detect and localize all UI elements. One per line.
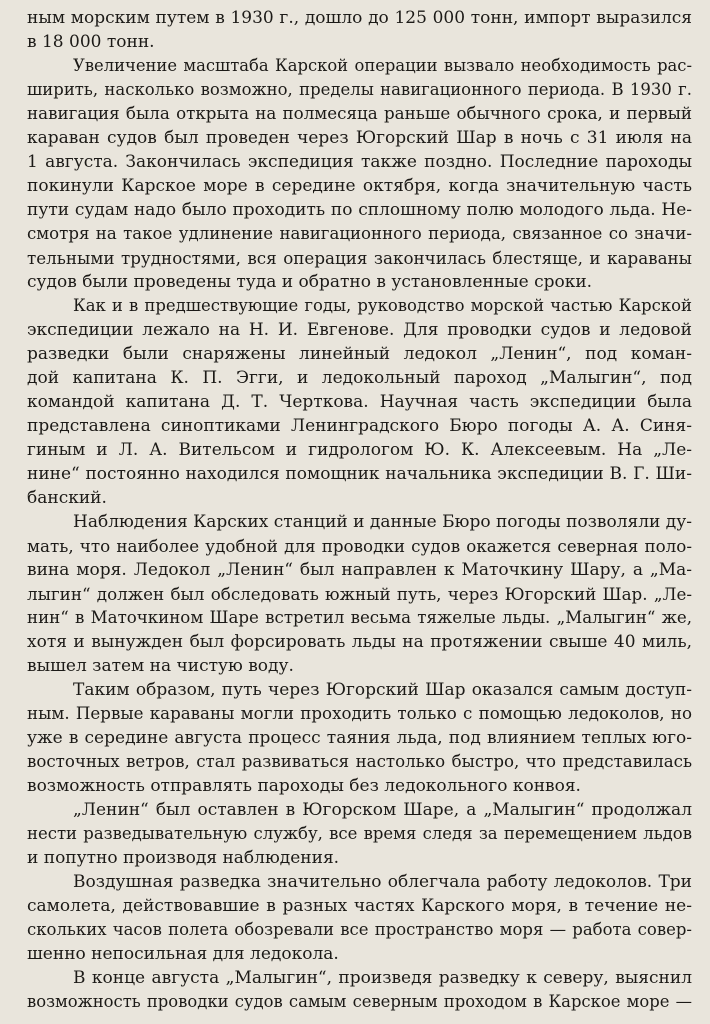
text-line: судов были проведены туда и обратно в установленные сроки. bbox=[27, 272, 593, 292]
paragraph bbox=[27, 966, 692, 1014]
paragraph bbox=[27, 6, 692, 54]
text-line: нести разведывательную службу, все время следя за перемещением льдов bbox=[27, 824, 692, 843]
text-line: караван судов был проведен через Югорский Шар в ночь с 31 июля на bbox=[27, 128, 692, 148]
text-line: мать, что наиболее удобной для проводки судов окажется северная поло- bbox=[27, 536, 692, 556]
text-line: В конце августа „Малыгин“, произведя разведку к северу, выяснил bbox=[73, 968, 692, 988]
text-line: командой капитана Д. Т. Черткова. Научная часть экспедиции была bbox=[27, 392, 692, 412]
text-line: восточных ветров, стал развиваться настолько быстро, что представилась bbox=[27, 752, 692, 771]
text-line: навигация была открыта на полмесяца раньше обычного срока, и первый bbox=[27, 104, 692, 123]
text-line: самолета, действовавшие в разных частях Карского моря, в течение не- bbox=[27, 896, 692, 916]
text-line: банский. bbox=[27, 488, 107, 508]
text-line: пути судам надо было проходить по сплошному полю молодого льда. Не- bbox=[27, 200, 692, 220]
paragraph bbox=[27, 54, 692, 294]
text-line: покинули Карское море в середине октября, когда значительную часть bbox=[27, 176, 692, 196]
text-line: уже в середине августа процесс таяния льда, под влиянием теплых юго- bbox=[27, 728, 692, 748]
text-line: скольких часов полета обозревали все пространство моря — работа совер- bbox=[27, 920, 692, 939]
paragraph bbox=[27, 798, 692, 870]
text-line: разведки были снаряжены линейный ледокол „Ленин“, под коман- bbox=[27, 344, 692, 364]
text-line: „Ленин“ был оставлен в Югорском Шаре, а „Малыгин“ продолжал bbox=[73, 800, 692, 820]
text-line: возможность проводки судов самым северным проходом в Карское море — bbox=[27, 992, 692, 1011]
paragraph bbox=[27, 870, 692, 966]
text-line: дой капитана К. П. Эгги, и ледокольный пароход „Малыгин“, под bbox=[27, 368, 692, 388]
text-line: экспедиции лежало на Н. И. Евгенове. Для проводки судов и ледовой bbox=[27, 320, 692, 340]
text-line: хотя и вынужден был форсировать льды на протяжении свыше 40 миль, bbox=[27, 632, 692, 652]
text-line: нине“ постоянно находился помощник начальника экспедиции В. Г. Ши- bbox=[27, 464, 692, 484]
text-line: вышел затем на чистую воду. bbox=[27, 656, 294, 676]
text-line: возможность отправлять пароходы без ледокольного конвоя. bbox=[27, 776, 581, 796]
paragraph bbox=[27, 678, 692, 798]
text-line: шенно непосильная для ледокола. bbox=[27, 944, 339, 964]
text-line: ным. Первые караваны могли проходить только с помощью ледоколов, но bbox=[27, 704, 692, 723]
text-line: смотря на такое удлинение навигационного периода, связанное со значи- bbox=[27, 224, 692, 243]
text-line: гиным и Л. А. Вительсом и гидрологом Ю. К. Алексеевым. На „Ле- bbox=[27, 440, 692, 460]
text-line: представлена синоптиками Ленинградского Бюро погоды А. А. Синя- bbox=[27, 416, 692, 436]
text-line: тельными трудностями, вся операция закончилась блестяще, и караваны bbox=[27, 248, 692, 268]
text-line: ным морским путем в 1930 г., дошло до 125 000 тонн, импорт выразился bbox=[27, 8, 692, 28]
text-line: Как и в предшествующие годы, руководство морской частью Карской bbox=[73, 296, 692, 315]
paragraph bbox=[27, 510, 692, 678]
text-line: и попутно производя наблюдения. bbox=[27, 848, 340, 868]
text-line: Таким образом, путь через Югорский Шар оказался самым доступ- bbox=[73, 680, 692, 700]
text-line: 1 августа. Закончилась экспедиция также поздно. Последние пароходы bbox=[27, 152, 692, 172]
text-line: нин“ в Маточкином Шаре встретил весьма тяжелые льды. „Малыгин“ же, bbox=[27, 608, 692, 627]
text-line: в 18 000 тонн. bbox=[27, 32, 155, 52]
text-line: Воздушная разведка значительно облегчала работу ледоколов. Три bbox=[73, 872, 692, 892]
paragraph bbox=[27, 294, 692, 510]
text-line: вина моря. Ледокол „Ленин“ был направлен к Маточкину Шару, а „Ма- bbox=[27, 560, 692, 580]
text-body bbox=[27, 6, 692, 1014]
text-line: ширить, насколько возможно, пределы навигационного периода. В 1930 г. bbox=[27, 80, 692, 99]
text-line: Увеличение масштаба Карской операции вызвало необходимость рас- bbox=[73, 56, 692, 75]
text-line: лыгин“ должен был обследовать южный путь, через Югорский Шар. „Ле- bbox=[27, 584, 692, 604]
text-line: Наблюдения Карских станций и данные Бюро погоды позволяли ду- bbox=[73, 512, 692, 532]
